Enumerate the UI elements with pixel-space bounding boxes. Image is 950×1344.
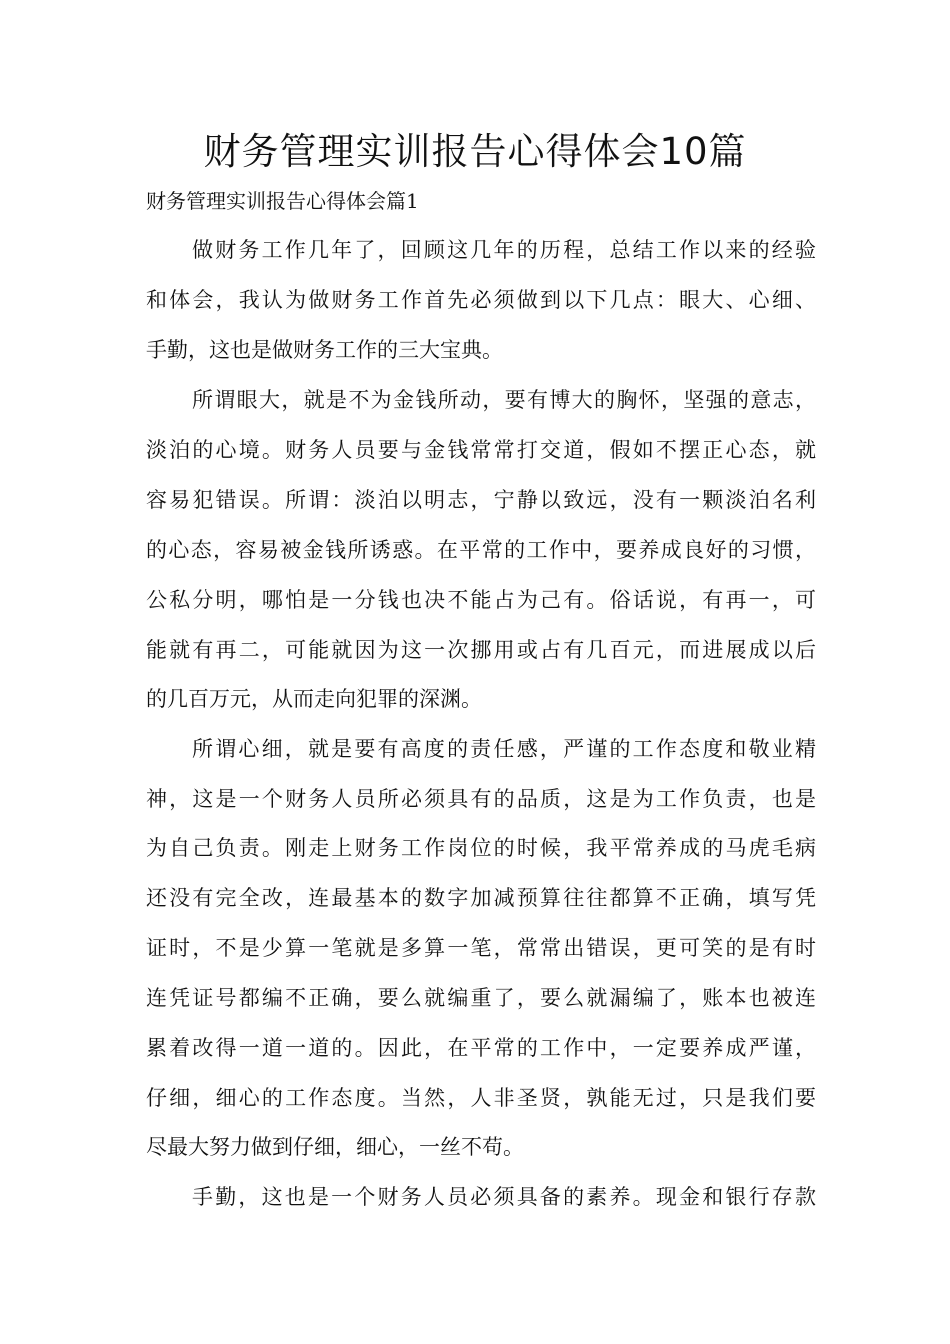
- paragraph-2-line-6: 能就有再二，可能就因为这一次挪用或占有几百元，而进展成以后: [146, 638, 816, 662]
- paragraph-3-line-1: 所谓心细，就是要有高度的责任感，严谨的工作态度和敬业精: [192, 737, 816, 761]
- paragraph-3-line-3: 为自己负责。刚走上财务工作岗位的时候，我平常养成的马虎毛病: [146, 836, 816, 860]
- paragraph-3-line-2: 神，这是一个财务人员所必须具有的品质，这是为工作负责，也是: [146, 787, 816, 811]
- paragraph-2-line-3: 容易犯错误。所谓：淡泊以明志，宁静以致远，没有一颗淡泊名利: [146, 488, 816, 512]
- paragraph-2-line-4: 的心态，容易被金钱所诱惑。在平常的工作中，要养成良好的习惯，: [146, 538, 816, 562]
- paragraph-3-line-5: 证时，不是少算一笔就是多算一笔，常常出错误，更可笑的是有时: [146, 936, 816, 960]
- paragraph-1-line-2: 和体会，我认为做财务工作首先必须做到以下几点：眼大、心细、: [146, 288, 816, 312]
- paragraph-3-line-4: 还没有完全改，连最基本的数字加减预算往往都算不正确，填写凭: [146, 886, 816, 910]
- paragraph-1-line-1: 做财务工作几年了，回顾这几年的历程，总结工作以来的经验: [192, 238, 816, 262]
- paragraph-3-line-8: 仔细，细心的工作态度。当然，人非圣贤，孰能无过，只是我们要: [146, 1086, 816, 1110]
- paragraph-3-line-6: 连凭证号都编不正确，要么就编重了，要么就漏编了，账本也被连: [146, 986, 816, 1010]
- section-heading: 财务管理实训报告心得体会篇1: [146, 189, 419, 213]
- document-title: 财务管理实训报告心得体会10篇: [203, 130, 747, 173]
- paragraph-2-line-7: 的几百万元，从而走向犯罪的深渊。: [146, 687, 482, 711]
- paragraph-3-line-9: 尽最大努力做到仔细，细心，一丝不苟。: [146, 1135, 524, 1159]
- paragraph-2-line-5: 公私分明，哪怕是一分钱也决不能占为己有。俗话说，有再一，可: [146, 588, 816, 612]
- paragraph-2-line-2: 淡泊的心境。财务人员要与金钱常常打交道，假如不摆正心态，就: [146, 438, 816, 462]
- paragraph-2-line-1: 所谓眼大，就是不为金钱所动，要有博大的胸怀，坚强的意志，: [192, 388, 816, 412]
- paragraph-4-line-1: 手勤，这也是一个财务人员必须具备的素养。现金和银行存款: [192, 1185, 816, 1209]
- paragraph-3-line-7: 累着改得一道一道的。因此，在平常的工作中，一定要养成严谨，: [146, 1036, 816, 1060]
- paragraph-1-line-3: 手勤，这也是做财务工作的三大宝典。: [146, 338, 503, 362]
